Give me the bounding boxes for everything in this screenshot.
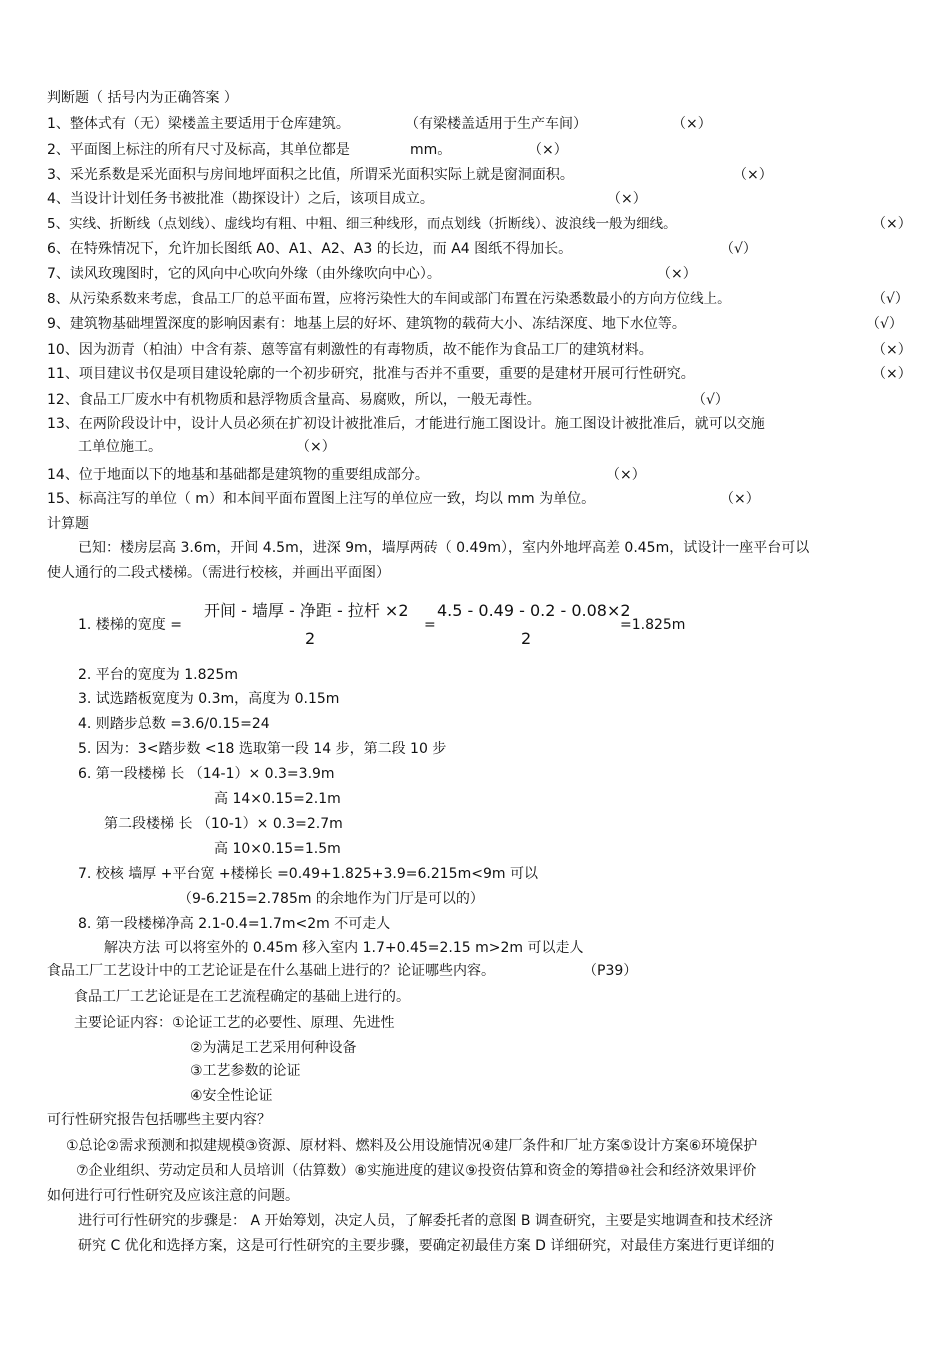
judgement-item-10: 10、因为沥青（柏油）中含有萘、蒽等富有刺激性的有毒物质，故不能作为食品工厂的建筑材料。: [47, 342, 653, 358]
judgement-item-9-answer: （√）: [866, 316, 903, 332]
calc-step-3: 3. 试选踏板宽度为 0.3m，高度为 0.15m: [78, 691, 340, 707]
formula-numerator-2: 4.5 - 0.49 - 0.2 - 0.08×2: [437, 601, 631, 620]
judgement-item-13-answer: （×）: [296, 439, 336, 455]
calc-step-8-solution: 解决方法 可以将室外的 0.45m 移入室内 1.7+0.45=2.15 m>2m 可以走人: [104, 940, 584, 956]
calc-problem-line-1: 已知：楼房层高 3.6m，开间 4.5m，进深 9m，墙厚两砖（ 0.49m），室内外地坪高差 0.45m，试设计一座平台可以: [78, 540, 810, 556]
judgement-item-1-note: （有梁楼盖适用于生产车间）: [405, 116, 587, 132]
judgement-item-14: 14、位于地面以下的地基和基础都是建筑物的重要组成部分。: [47, 467, 429, 483]
judgement-heading: 判断题（ 括号内为正确答案 ）: [47, 90, 238, 106]
judgement-item-1: 1、整体式有（无）梁楼盖主要适用于仓库建筑。: [47, 116, 350, 132]
judgement-item-8: 8、从污染系数来考虑，食品工厂的总平面布置，应将污染性大的车间或部门布置在污染悉数最小的方向方位线上。: [47, 291, 731, 307]
process-list-item-4: ④安全性论证: [190, 1088, 273, 1104]
feasibility-question: 可行性研究报告包括哪些主要内容？: [47, 1112, 271, 1128]
calc-step-6d: 高 10×0.15=1.5m: [214, 841, 341, 857]
calc-step-8: 8. 第一段楼梯净高 2.1-0.4=1.7m<2m 不可走人: [78, 916, 391, 932]
judgement-item-13-cont: 工单位施工。: [78, 439, 162, 455]
howto-line-1: 进行可行性研究的步骤是： A 开始筹划，决定人员，了解委托者的意图 B 调查研究，主要是实地调查和技术经济: [78, 1213, 773, 1229]
process-page-ref: （P39）: [583, 963, 638, 979]
judgement-item-7-answer: （×）: [657, 266, 697, 282]
calc-step-6a: 6. 第一段楼梯 长 （14-1）× 0.3=3.9m: [78, 766, 335, 782]
judgement-item-3: 3、采光系数是采光面积与房间地坪面积之比值，所谓采光面积实际上就是窗洞面积。: [47, 167, 574, 183]
judgement-item-11: 11、项目建议书仅是项目建设轮廓的一个初步研究，批准与否并不重要，重要的是建材开展可行性研究。: [47, 366, 695, 382]
judgement-item-2: 2、平面图上标注的所有尺寸及标高，其单位都是: [47, 142, 350, 158]
judgement-item-6: 6、在特殊情况下，允许加长图纸 A0、A1、A2、A3 的长边，而 A4 图纸不得加长。: [47, 241, 573, 257]
calc-step-5: 5. 因为：3<踏步数 <18 选取第一段 14 步，第二段 10 步: [78, 741, 447, 757]
feasibility-line-2: ⑦企业组织、劳动定员和人员培训（估算数）⑧实施进度的建议⑨投资估算和资金的筹措⑩社会和经济效果评价: [76, 1163, 757, 1179]
judgement-item-2-unit: mm。: [410, 142, 452, 158]
judgement-item-10-answer: （×）: [872, 342, 912, 358]
process-answer-2: 主要论证内容：①论证工艺的必要性、原理、先进性: [74, 1015, 395, 1031]
formula-result: =1.825m: [620, 617, 686, 633]
calc-step-7: 7. 校核 墙厚 +平台宽 +楼梯长 =0.49+1.825+3.9=6.215m<9m 可以: [78, 866, 538, 882]
judgement-item-4-answer: （×）: [607, 191, 647, 207]
calc-step-2: 2. 平台的宽度为 1.825m: [78, 667, 238, 683]
formula-equals: =: [424, 617, 436, 633]
judgement-item-13: 13、在两阶段设计中，设计人员必须在扩初设计被批准后，才能进行施工图设计。施工图设计被批准后，就可以交施: [47, 416, 765, 432]
process-list-item-3: ③工艺参数的论证: [190, 1063, 301, 1079]
judgement-item-14-answer: （×）: [606, 467, 646, 483]
formula-denominator-1: 2: [305, 629, 316, 648]
calc-step-6b: 高 14×0.15=2.1m: [214, 791, 341, 807]
judgement-item-15-answer: （×）: [720, 491, 760, 507]
judgement-item-12-answer: （√）: [692, 392, 729, 408]
judgement-item-2-answer: （×）: [528, 142, 568, 158]
judgement-item-6-answer: （√）: [720, 241, 757, 257]
calc-step-4: 4. 则踏步总数 =3.6/0.15=24: [78, 716, 270, 732]
judgement-item-8-answer: （√）: [872, 291, 909, 307]
judgement-item-3-answer: （×）: [733, 167, 773, 183]
process-question: 食品工厂工艺设计中的工艺论证是在什么基础上进行的？论证哪些内容。: [47, 963, 495, 979]
calc-step-7-note: （9-6.215=2.785m 的余地作为门厅是可以的）: [178, 891, 484, 907]
calc-step-6c: 第二段楼梯 长 （10-1）× 0.3=2.7m: [104, 816, 343, 832]
formula-label: 1. 楼梯的宽度 =: [78, 617, 182, 633]
howto-line-2: 研究 C 优化和选择方案，这是可行性研究的主要步骤，要确定初最佳方案 D 详细研究，对最佳方案进行更详细的: [78, 1238, 775, 1254]
formula-denominator-2: 2: [521, 629, 532, 648]
judgement-item-5: 5、实线、折断线（点划线）、虚线均有粗、中粗、细三种线形，而点划线（折断线）、波浪线一般为细线。: [47, 216, 677, 232]
process-list-item-2: ②为满足工艺采用何种设备: [190, 1040, 357, 1056]
calc-heading: 计算题: [47, 516, 89, 532]
judgement-item-12: 12、食品工厂废水中有机物质和悬浮物质含量高、易腐败，所以，一般无毒性。: [47, 392, 541, 408]
formula-numerator-1: 开间 - 墙厚 - 净距 - 拉杆 ×2: [204, 601, 409, 620]
judgement-item-1-answer: （×）: [672, 116, 712, 132]
howto-question: 如何进行可行性研究及应该注意的问题。: [47, 1188, 299, 1204]
judgement-item-9: 9、建筑物基础埋置深度的影响因素有：地基上层的好坏、建筑物的载荷大小、冻结深度、地下水位等。: [47, 316, 686, 332]
feasibility-line-1: ①总论②需求预测和拟建规模③资源、原材料、燃料及公用设施情况④建厂条件和厂址方案⑤设计方案⑥环境保护: [66, 1138, 758, 1154]
judgement-item-11-answer: （×）: [872, 366, 912, 382]
process-answer-1: 食品工厂工艺论证是在工艺流程确定的基础上进行的。: [74, 989, 410, 1005]
calc-problem-line-2: 使人通行的二段式楼梯。（需进行校核，并画出平面图）: [47, 565, 390, 581]
judgement-item-7: 7、读风玫瑰图时，它的风向中心吹向外缘（由外缘吹向中心）。: [47, 266, 441, 282]
judgement-item-15: 15、标高注写的单位（ m）和本间平面布置图上注写的单位应一致，均以 mm 为单位。: [47, 491, 596, 507]
judgement-item-5-answer: （×）: [872, 216, 912, 232]
judgement-item-4: 4、当设计计划任务书被批准（勘探设计）之后，该项目成立。: [47, 191, 434, 207]
